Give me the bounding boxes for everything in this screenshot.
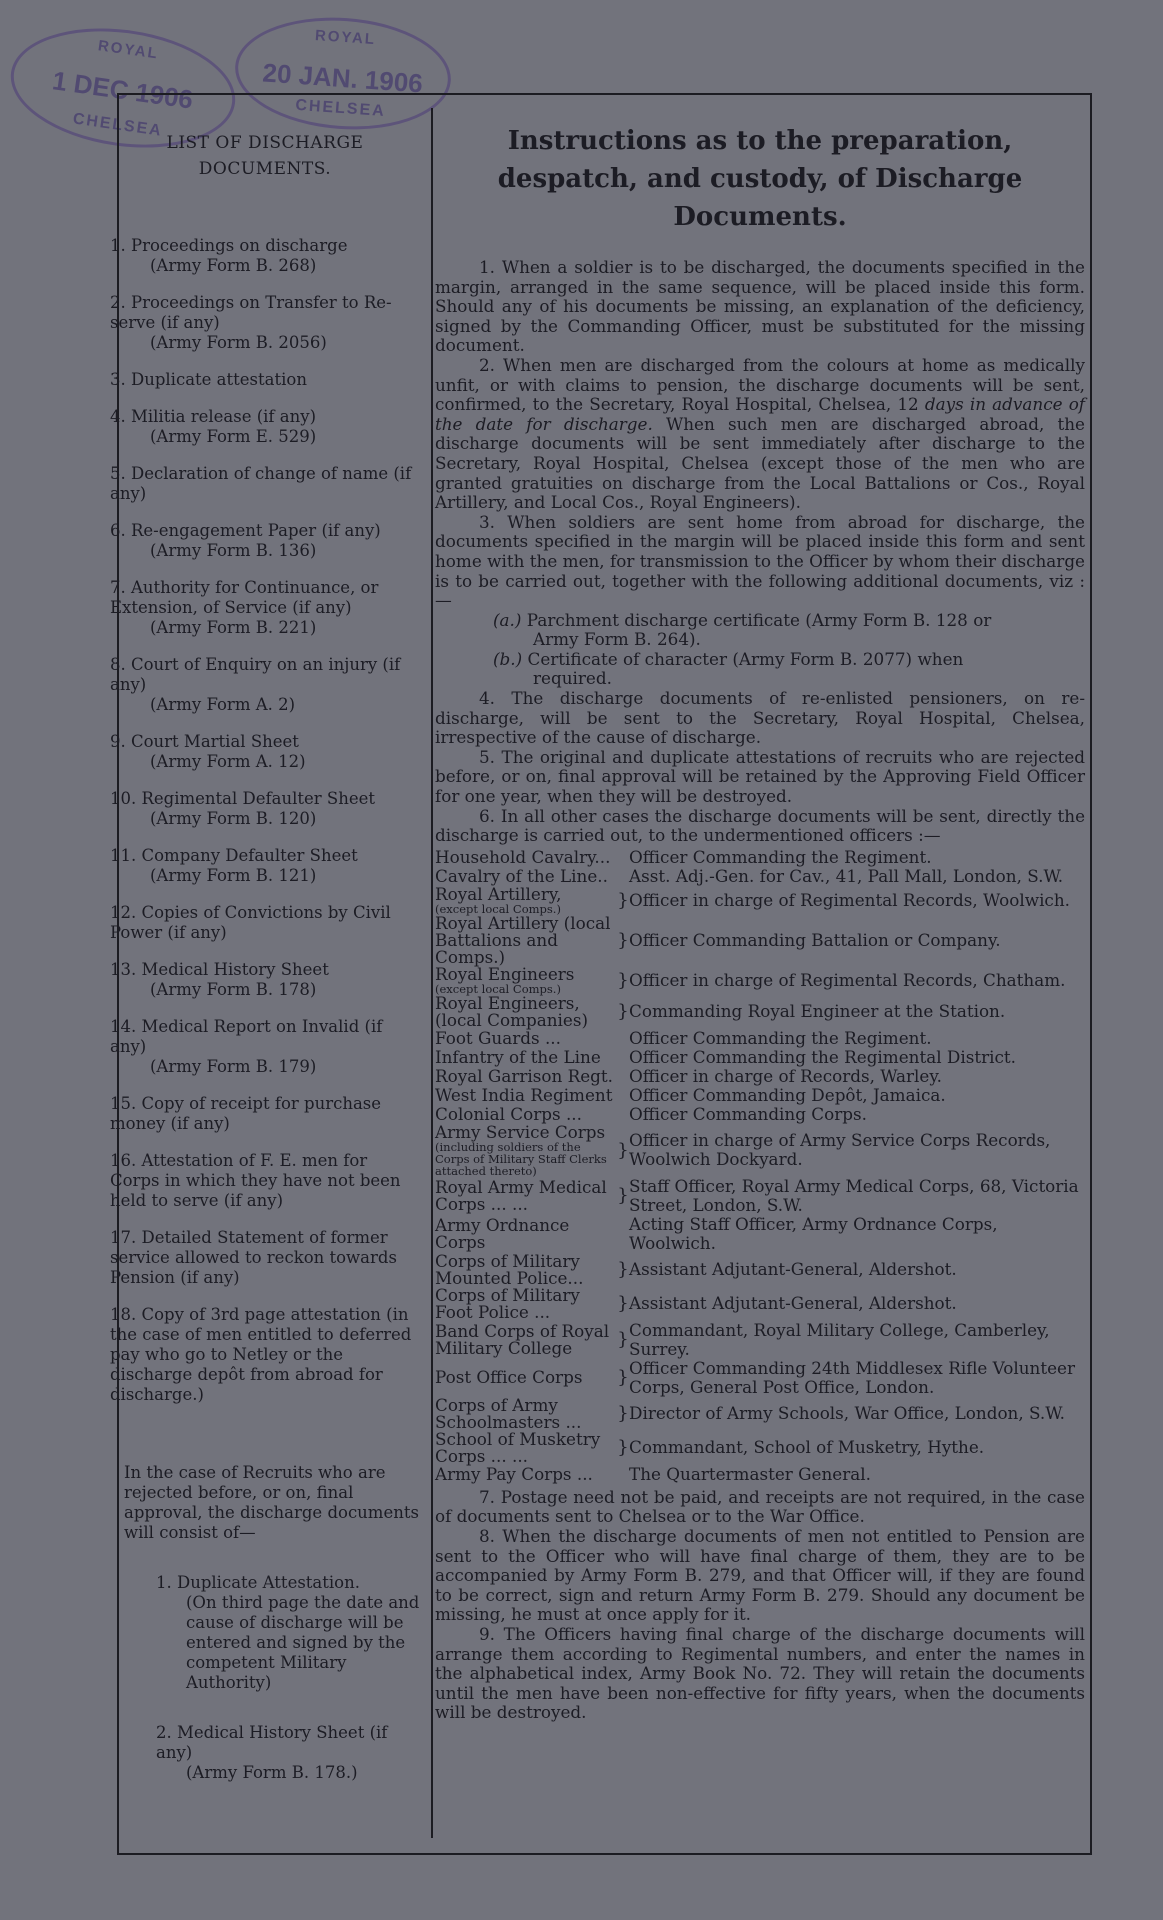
- unit-name: Corps of Military Foot Police ...: [435, 1284, 580, 1322]
- brace-mark: }: [617, 1259, 629, 1281]
- list-item: 15. Copy of receipt for purchase money (if any): [110, 1094, 382, 1133]
- paragraph-7: 7. Postage need not be paid, and receipts are not required, in the case of documents sent to Chelsea or to the War Office.: [435, 1486, 1085, 1527]
- stamp-top-text: ROYAL: [314, 26, 377, 49]
- list-item: 1. Proceedings on discharge (Army Form B. 268): [110, 236, 348, 275]
- paragraph-4: 4. The discharge documents of re-enlisted pensioners, on re-discharge, will be sent to the Secretary, Royal Hospital, Chelsea, irrespective of the cause of discharge.: [435, 688, 1085, 748]
- paragraph-1: 1. When a soldier is to be discharged, the documents specified in the margin, arranged in the same sequence, will be placed inside this form. Should any of his documents be missing, an explanation of the deficiency, signed by the Commanding Officer, must be substituted for the missing document.: [435, 257, 1085, 356]
- officer-name: Officer Commanding the Regimental District.: [629, 1046, 1016, 1067]
- brace-mark: }: [617, 1367, 629, 1389]
- list-item: 6. Re-engagement Paper (if any) (Army Form B. 136): [110, 521, 381, 560]
- instructions-title: Instructions as to the preparation, despatch, and custody, of Discharge Documents.: [497, 126, 1023, 232]
- paragraph-9: 9. The Officers having final charge of the discharge documents will arrange them according to Regimental numbers, and enter the names in the alphabetical index, Army Book No. 72. They will retain the documents until the men have been non-effective for fifty years, when the documents will be destroyed.: [435, 1623, 1085, 1723]
- unit-name: Army Service Corps (including soldiers of the Corps of Military Staff Clerks attached thereto): [435, 1124, 617, 1177]
- instructions-section: [435, 122, 1085, 1723]
- officer-name: Acting Staff Officer, Army Ordnance Corps, Woolwich.: [629, 1213, 998, 1253]
- stamp-top-text: ROYAL: [96, 37, 160, 63]
- paragraph-3b: (b.) Certificate of character (Army Form B. 2077) when required.: [493, 648, 964, 689]
- officer-row: [435, 1250, 1085, 1288]
- officer-name: Commanding Royal Engineer at the Station.: [629, 1001, 1006, 1022]
- officer-row: [435, 1359, 1085, 1397]
- unit-name: Royal Engineers (except local Comps.): [435, 966, 617, 995]
- unit-name: West India Regiment: [435, 1084, 613, 1105]
- brace-mark: }: [617, 1437, 629, 1459]
- officer-name: Assistant Adjutant-General, Aldershot.: [629, 1293, 957, 1314]
- officer-name: Officer in charge of Records, Warley.: [629, 1065, 942, 1086]
- recruits-note: In the case of Recruits who are rejected before, or on, final approval, the discharge documents will consist of—: [124, 1463, 419, 1542]
- unit-note: (including soldiers of the Corps of Military Staff Clerks attached thereto): [435, 1139, 607, 1178]
- officer-row: [435, 883, 1085, 916]
- officer-row: [435, 1428, 1085, 1466]
- officer-name: Officer in charge of Regimental Records, Chatham.: [629, 969, 1066, 990]
- officer-name: The Quartermaster General.: [629, 1463, 871, 1484]
- unit-name: Band Corps of Royal Military College: [435, 1320, 610, 1358]
- stamp-date: 1 DEC 1906: [50, 65, 195, 115]
- list-item: 13. Medical History Sheet (Army Form B. 178): [110, 960, 329, 999]
- recruit-list-item: 1. Duplicate Attestation. (On third page the date and cause of discharge will be entered and signed by the competent Military Authority): [156, 1573, 420, 1692]
- officer-row: [435, 1048, 1085, 1067]
- officer-row: [435, 963, 1085, 996]
- recruit-list-item: 2. Medical History Sheet (if any) (Army Form B. 178.): [156, 1723, 388, 1782]
- unit-name: Royal Garrison Regt.: [435, 1065, 613, 1086]
- brace-mark: }: [617, 1329, 629, 1351]
- unit-name: Army Ordnance Corps: [435, 1214, 570, 1252]
- list-item: 4. Militia release (if any) (Army Form E. 529): [110, 407, 317, 446]
- paragraph-8: 8. When the discharge documents of men not entitled to Pension are sent to the Officer who will have final charge of them, they are to be accompanied by Army Form B. 279, and that Officer will, if they are found to be correct, sign and return Army Form B. 279. Should any document be missing, he must at once apply for it.: [435, 1526, 1085, 1625]
- officer-name: Staff Officer, Royal Army Medical Corps, 68, Victoria Street, London, S.W.: [629, 1175, 1079, 1215]
- stamp-place: CHELSEA: [294, 96, 387, 121]
- list-item: 7. Authority for Continuance, or Extension, of Service (if any) (Army Form B. 221): [110, 578, 379, 637]
- column-divider: [431, 108, 433, 1838]
- officer-name: Assistant Adjutant-General, Aldershot.: [629, 1259, 957, 1280]
- paragraph-3a: (a.) Parchment discharge certificate (Army Form B. 128 or Army Form B. 264).: [493, 609, 992, 650]
- unit-name: Royal Artillery (local Battalions and Comps.): [435, 912, 611, 967]
- officer-row: [435, 848, 1085, 867]
- officer-name: Officer Commanding Corps.: [629, 1103, 867, 1124]
- brace-mark: }: [617, 1185, 629, 1207]
- unit-name: Household Cavalry...: [435, 846, 611, 867]
- unit-name: Infantry of the Line: [435, 1046, 601, 1067]
- unit-name: School of Musketry Corps ... ...: [435, 1428, 601, 1466]
- unit-name: Cavalry of the Line..: [435, 865, 608, 886]
- list-item: 8. Court of Enquiry on an injury (if any) (Army Form A. 2): [110, 655, 401, 714]
- officer-name: Officer in charge of Regimental Records, Woolwich.: [629, 889, 1070, 910]
- officer-name: Commandant, Royal Military College, Camberley, Surrey.: [629, 1319, 1050, 1359]
- unit-name: Foot Guards ...: [435, 1027, 561, 1048]
- unit-note: (except local Comps.): [435, 901, 561, 916]
- list-item: 9. Court Martial Sheet (Army Form A. 12): [110, 732, 306, 771]
- stamp-place: CHELSEA: [71, 110, 164, 140]
- unit-name: Army Pay Corps ...: [435, 1463, 593, 1484]
- brace-mark: }: [617, 1139, 629, 1161]
- list-item: 10. Regimental Defaulter Sheet (Army Form B. 120): [110, 789, 375, 828]
- unit-name: Royal Engineers, (local Companies): [435, 992, 588, 1030]
- paragraph-6: 6. In all other cases the discharge documents will be sent, directly the discharge is carried out, to the undermentioned officers :—: [435, 805, 1085, 846]
- unit-name: Corps of Army Schoolmasters ...: [435, 1394, 582, 1432]
- brace-mark: }: [617, 929, 629, 951]
- brace-mark: }: [617, 1403, 629, 1425]
- officer-row: [435, 1086, 1085, 1105]
- officer-row: [435, 1215, 1085, 1253]
- list-item: 17. Detailed Statement of former service allowed to reckon towards Pension (if any): [110, 1228, 397, 1287]
- officer-row: [435, 912, 1085, 967]
- officer-name: Officer Commanding 24th Middlesex Rifle Volunteer Corps, General Post Office, London.: [629, 1357, 1075, 1397]
- unit-note: (except local Comps.): [435, 981, 561, 996]
- list-item: 12. Copies of Convictions by Civil Power (if any): [110, 903, 391, 942]
- brace-mark: }: [617, 1293, 629, 1315]
- officer-row: [435, 1121, 1085, 1178]
- brace-mark: }: [617, 1001, 629, 1023]
- paragraph-2: 2. When men are discharged from the colours at home as medically unfit, or with claims to pension, the discharge documents will be sent, confirmed, to the Secretary, Royal Hospital, Chelsea, 12 days in advance of the date for discharge. When such men are discharged abroad, the discharge documents will be sent immediately after discharge to the Secretary, Royal Hospital, Chelsea (except those of the men who are granted gratuities on discharge from the Local Battalions or Cos., Royal Artillery, and Local Cos., Royal Engineers).: [435, 354, 1086, 513]
- list-item: 5. Declaration of change of name (if any): [110, 464, 412, 503]
- officer-row: [435, 1067, 1085, 1086]
- list-title: LIST OF DISCHARGE DOCUMENTS.: [166, 133, 364, 179]
- unit-name: Post Office Corps: [435, 1367, 583, 1388]
- officer-name: Officer Commanding Battalion or Company.: [629, 929, 1001, 950]
- officer-name: Officer Commanding Depôt, Jamaica.: [629, 1084, 946, 1105]
- stamp-date: 20 JAN. 1906: [261, 57, 424, 99]
- unit-name: Royal Army Medical Corps ... ...: [435, 1176, 607, 1214]
- list-item: 3. Duplicate attestation: [110, 370, 307, 389]
- officer-name: Commandant, School of Musketry, Hythe.: [629, 1437, 985, 1458]
- officer-row: [435, 992, 1085, 1030]
- officer-name: Director of Army Schools, War Office, London, S.W.: [629, 1403, 1065, 1424]
- list-item: 11. Company Defaulter Sheet (Army Form B. 121): [110, 846, 358, 885]
- list-item: 2. Proceedings on Transfer to Re-serve (if any) (Army Form B. 2056): [110, 293, 392, 352]
- unit-name: Colonial Corps ...: [435, 1103, 582, 1124]
- officer-row: [435, 1029, 1085, 1048]
- unit-name: Corps of Military Mounted Police...: [435, 1250, 584, 1288]
- officer-row: [435, 1177, 1085, 1215]
- officer-name: Officer Commanding the Regiment.: [629, 846, 932, 867]
- officer-name: Officer Commanding the Regiment.: [629, 1027, 932, 1048]
- paragraph-5: 5. The original and duplicate attestations of recruits who are rejected before, or on, final approval will be retained by the Approving Field Officer for one year, when they will be destroyed.: [435, 746, 1085, 807]
- officers-table: [435, 848, 1085, 1484]
- paragraph-3: 3. When soldiers are sent home from abroad for discharge, the documents specified in the margin will be placed inside this form and sent home with the men, for transmission to the Officer by whom their discharge is to be carried out, together with the following additional documents, viz :—: [435, 511, 1085, 611]
- list-item: 16. Attestation of F. E. men for Corps in which they have not been held to serve (if any): [110, 1151, 401, 1210]
- brace-mark: }: [617, 889, 629, 911]
- officer-name: Asst. Adj.-Gen. for Cav., 41, Pall Mall, London, S.W.: [629, 865, 1064, 886]
- unit-name: Royal Artillery, (except local Comps.): [435, 886, 617, 915]
- list-item: 14. Medical Report on Invalid (if any) (Army Form B. 179): [110, 1017, 383, 1076]
- discharge-documents-list: [110, 130, 420, 1783]
- list-item: 18. Copy of 3rd page attestation (in the case of men entitled to deferred pay who go to Netley or the discharge depôt from abroad for discharge.): [110, 1305, 412, 1404]
- officer-row: [435, 1465, 1085, 1484]
- brace-mark: }: [617, 969, 629, 991]
- officer-row: [435, 1321, 1085, 1359]
- officer-name: Officer in charge of Army Service Corps Records, Woolwich Dockyard.: [629, 1130, 1051, 1170]
- officer-row: [435, 1394, 1085, 1432]
- officer-row: [435, 1284, 1085, 1322]
